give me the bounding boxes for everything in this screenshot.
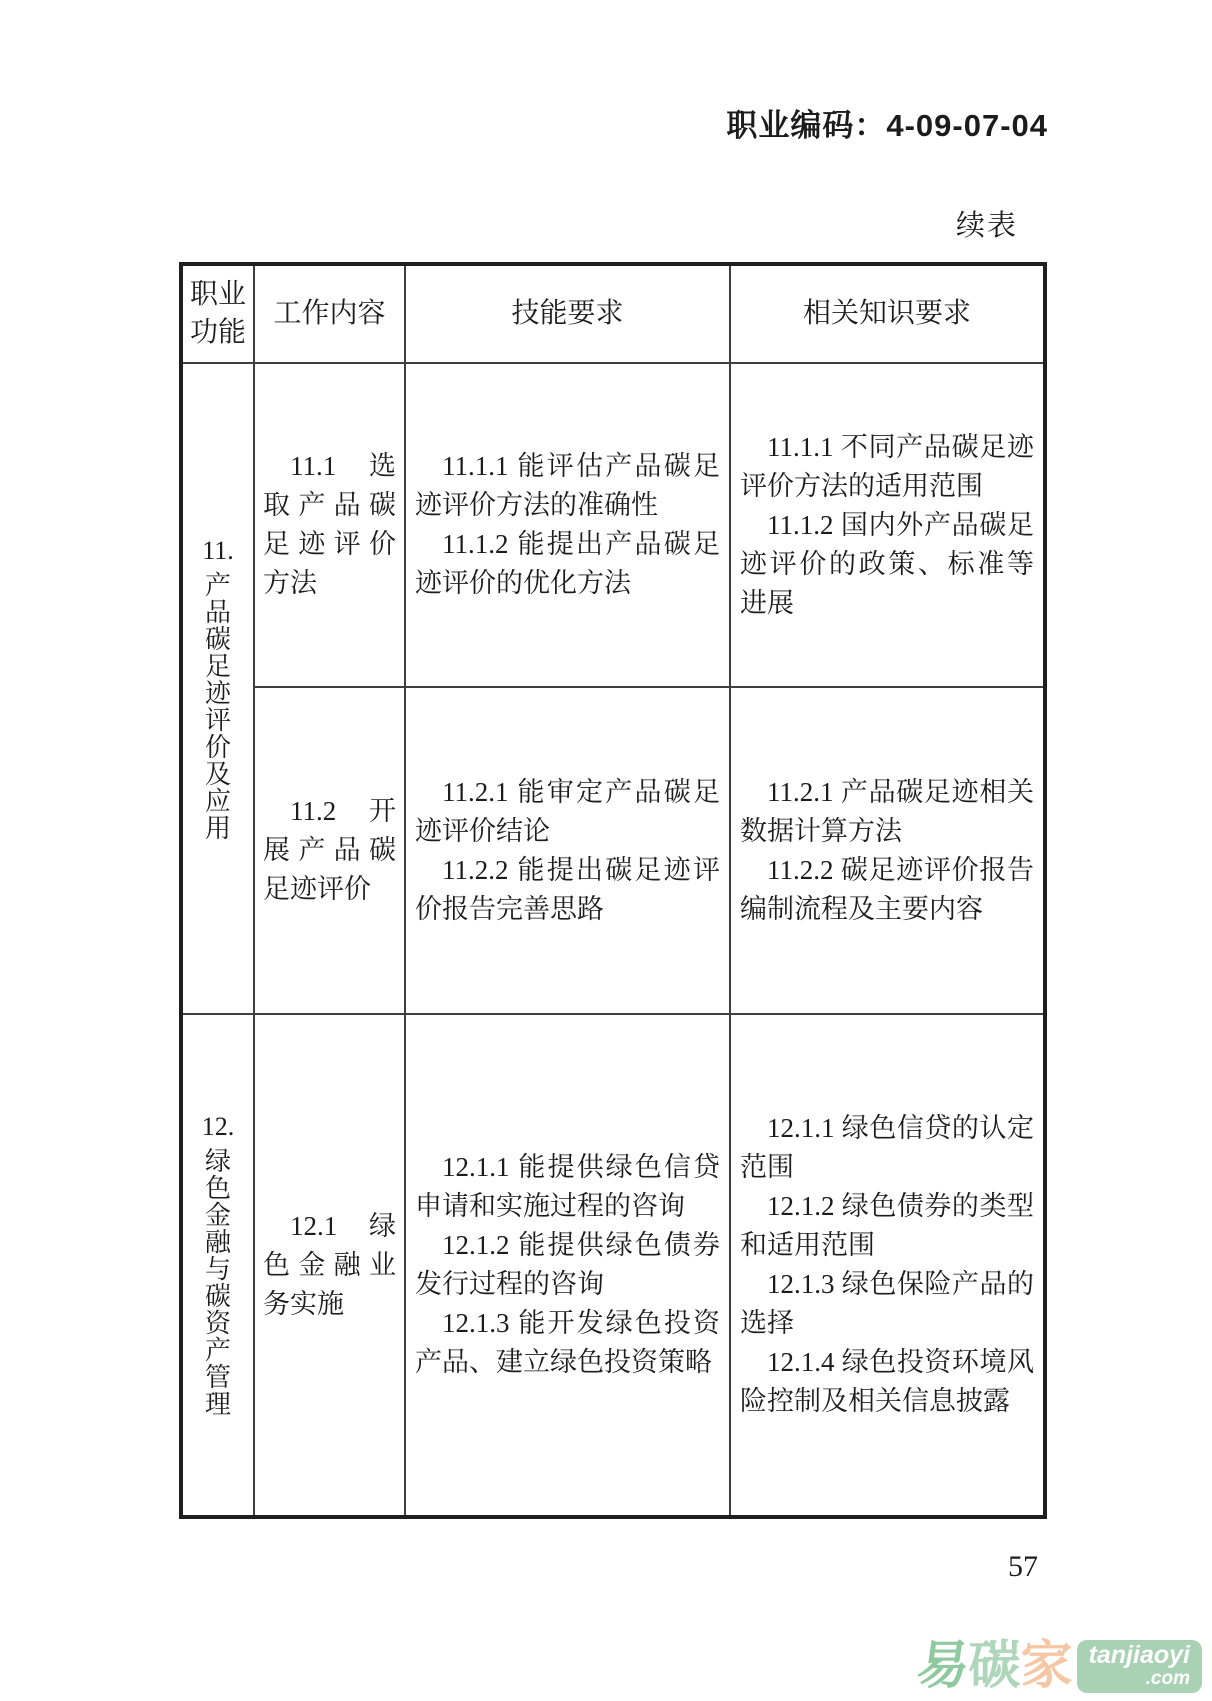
continued-table-label: 续表 (955, 210, 1018, 242)
header-skill-requirements (406, 266, 731, 364)
work-content-11-1: 11.1 选取产品碳足迹评价方法 (263, 451, 396, 598)
header-work-content (255, 266, 406, 364)
function-11-number: 11. (202, 535, 234, 565)
header-knowledge-requirements (731, 266, 1043, 364)
skills-cell-11-1 (406, 364, 731, 688)
header-knowledge-requirements-label: 相关知识要求 (802, 298, 971, 329)
knowledge-cell-12-1 (731, 1015, 1043, 1515)
skill-item: 11.2.2 能提出碳足迹评价报告完善思路 (415, 854, 720, 924)
skill-item: 12.1.2 能提供绿色债券发行过程的咨询 (415, 1230, 720, 1299)
work-content-cell-11-1 (255, 364, 406, 688)
function-12-name: 绿色金融与碳资产管理 (204, 1147, 231, 1419)
work-content-11-2: 11.2 开展产品碳足迹评价 (263, 796, 396, 904)
watermark-char-tan: 碳 (968, 1637, 1021, 1695)
page-number: 57 (1008, 1550, 1038, 1583)
watermark-domain-line1: tanjiaoyi (1088, 1641, 1190, 1669)
function-cell-12 (183, 1015, 255, 1515)
header-skill-requirements-label: 技能要求 (511, 298, 624, 329)
occupation-code: 职业编码：4-09-07-04 (726, 108, 1048, 143)
watermark-domain-badge (1077, 1640, 1202, 1693)
knowledge-item: 11.2.2 碳足迹评价报告编制流程及主要内容 (740, 854, 1034, 924)
skills-cell-11-2 (406, 688, 731, 1015)
knowledge-item: 12.1.1 绿色信贷的认定范围 (740, 1113, 1034, 1182)
watermark-domain-line2: .com (1145, 1668, 1190, 1689)
knowledge-item: 12.1.4 绿色投资环境风险控制及相关信息披露 (740, 1347, 1034, 1416)
skill-item: 12.1.3 能开发绿色投资产品、建立绿色投资策略 (415, 1308, 720, 1377)
knowledge-item: 11.2.1 产品碳足迹相关数据计算方法 (740, 776, 1034, 846)
knowledge-cell-11-1 (731, 364, 1043, 688)
knowledge-cell-11-2 (731, 688, 1043, 1015)
knowledge-item: 12.1.3 绿色保险产品的选择 (740, 1269, 1034, 1338)
function-11-name: 产品碳足迹评价及应用 (204, 570, 231, 843)
function-12-number: 12. (201, 1112, 235, 1141)
skill-item: 11.2.1 能审定产品碳足迹评价结论 (415, 776, 720, 846)
work-content-cell-12-1 (255, 1015, 406, 1515)
function-cell-11 (183, 364, 255, 1015)
knowledge-item: 12.1.2 绿色债券的类型和适用范围 (740, 1191, 1034, 1260)
skills-cell-12-1 (406, 1015, 731, 1515)
watermark-char-jia: 家 (1020, 1637, 1073, 1695)
watermark-logo (912, 1637, 1202, 1695)
header-occupational-function (183, 266, 255, 364)
skill-item: 11.1.1 能评估产品碳足迹评价方法的准确性 (415, 451, 720, 520)
work-content-12-1: 12.1 绿色金融业务实施 (263, 1210, 396, 1319)
knowledge-item: 11.1.1 不同产品碳足迹评价方法的适用范围 (740, 431, 1034, 501)
knowledge-item: 11.1.2 国内外产品碳足迹评价的政策、标准等进展 (740, 509, 1034, 618)
skill-item: 11.1.2 能提出产品碳足迹评价的优化方法 (415, 529, 720, 598)
skill-item: 12.1.1 能提供绿色信贷申请和实施过程的咨询 (415, 1152, 720, 1221)
occupational-standard-table (179, 262, 1047, 1519)
work-content-cell-11-2 (255, 688, 406, 1015)
watermark-char-yi: 易 (912, 1637, 973, 1695)
header-work-content-label: 工作内容 (273, 298, 386, 329)
header-occupational-function-label: 职业功能 (189, 279, 246, 348)
